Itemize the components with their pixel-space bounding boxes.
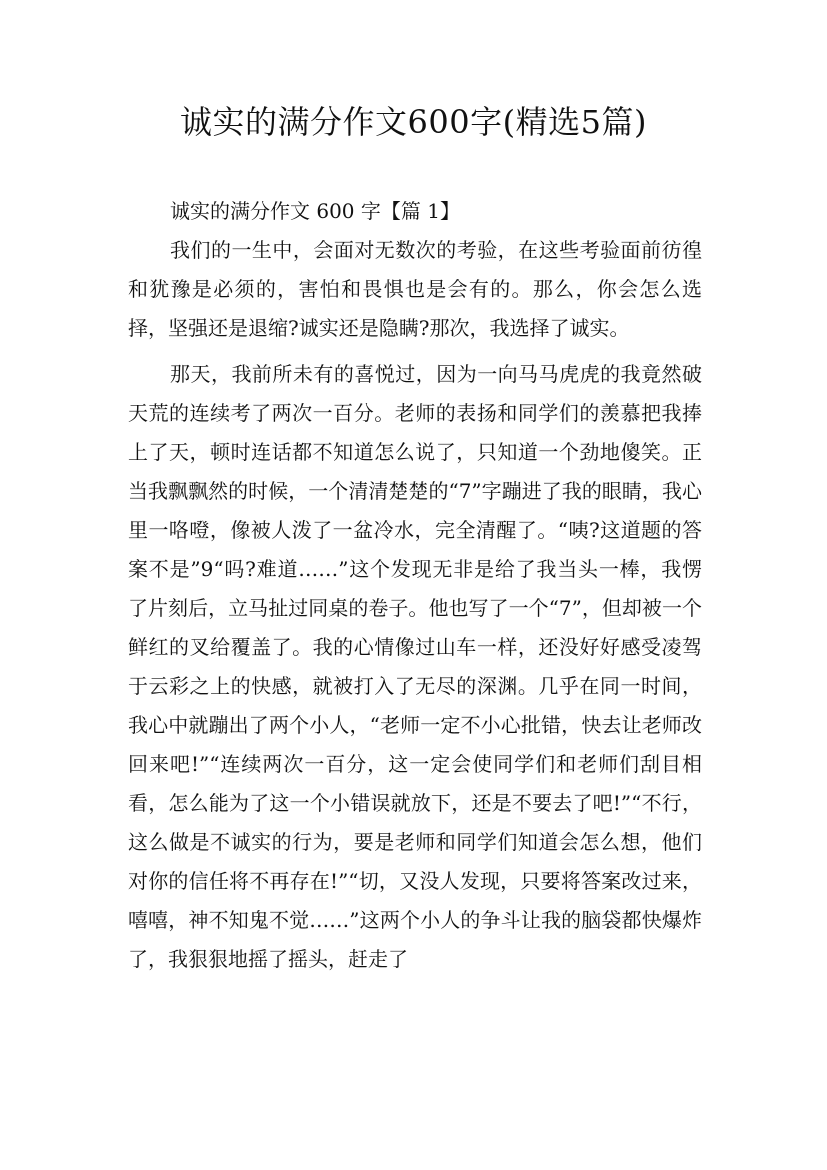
paragraph-story: 那天，我前所未有的喜悦过，因为一向马马虎虎的我竟然破天荒的连续考了两次一百分。老师的表扬和同学们的羡慕把我捧上了天，顿时连话都不知道怎么说了，只知道一个劲地傻笑。正当我飘飘然的时候，一个清清楚楚的“7”字蹦进了我的眼睛，我心里一咯噔，像被人泼了一盆冷水，完全清醒了。“咦?这道题的答案不是”9“吗?难道……”这个发现无非是给了我当头一棒，我愣了片刻后，立马扯过同桌的卷子。他也写了一个“7”，但却被一个鲜红的叉给覆盖了。我的心情像过山车一样，还没好好感受凌驾于云彩之上的快感，就被打入了无尽的深渊。几乎在同一时间，我心中就蹦出了两个小人，“老师一定不小心批错，快去让老师改回来吧!”“连续两次一百分，这一定会使同学们和老师们刮目相看，怎么能为了这一个小错误就放下，还是不要去了吧!”“不行，这么做是不诚实的行为，要是老师和同学们知道会怎么想，他们对你的信任将不再存在!”“切，又没人发现，只要将答案改过来，嘻嘻，神不知鬼不觉……”这两个小人的争斗让我的脑袋都快爆炸了，我狠狠地摇了摇头，赶走了 <box>128 362 702 971</box>
section-heading: 诚实的满分作文 600 字【篇 1】 <box>170 199 460 223</box>
document-title: 诚实的满分作文600字(精选5篇) <box>180 103 647 141</box>
paragraph-intro: 我们的一生中，会面对无数次的考验，在这些考验面前彷徨和犹豫是必须的，害怕和畏惧也是会有的。那么，你会怎么选择，坚强还是退缩?诚实还是隐瞒?那次，我选择了诚实。 <box>128 238 702 340</box>
document-body <box>128 192 702 979</box>
